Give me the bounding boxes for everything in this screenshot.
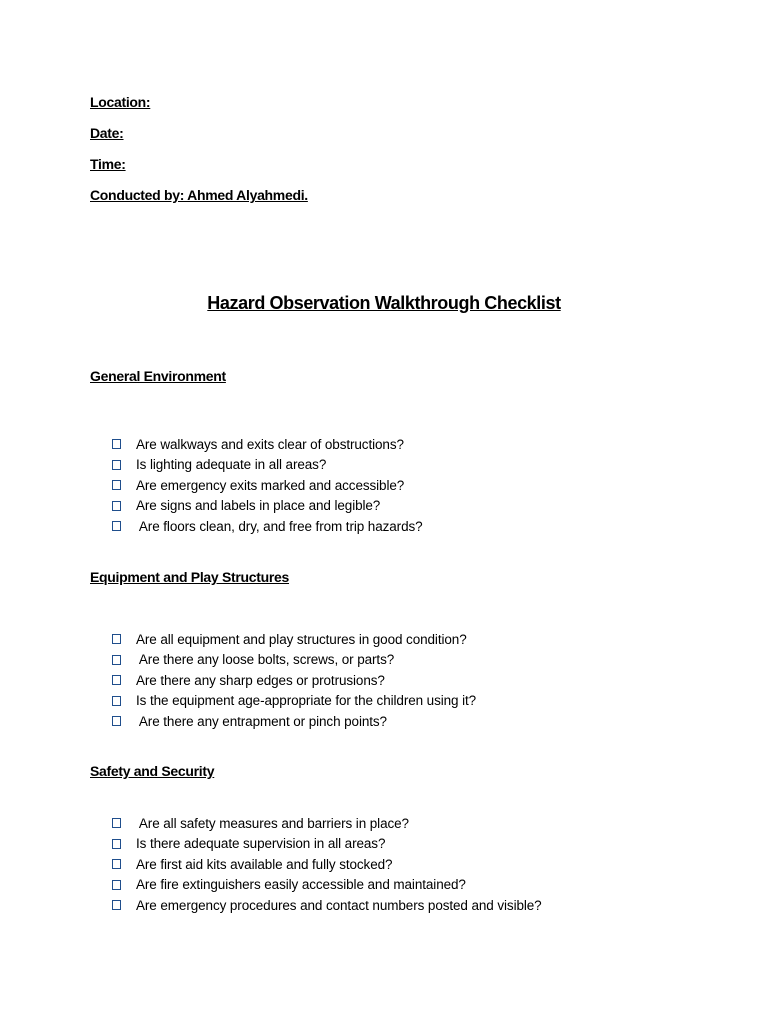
checklist-item-text: Are all safety measures and barriers in place? [136, 815, 409, 831]
checklist-item-text: Are walkways and exits clear of obstructions? [136, 436, 404, 452]
checklist-item-text: Are floors clean, dry, and free from trip hazards? [136, 518, 423, 534]
checklist-item [112, 875, 542, 896]
checklist-item [112, 711, 476, 732]
conducted-by: Conducted by: Ahmed Alyahmedi. [90, 187, 308, 203]
checklist-item-text: Is the equipment age-appropriate for the children using it? [136, 693, 477, 709]
checklist-item-text: Is there adequate supervision in all areas? [136, 836, 386, 852]
section-heading-safety: Safety and Security [90, 763, 215, 779]
date-label: Date: [90, 125, 124, 141]
checkbox-icon[interactable] [112, 839, 121, 849]
checklist-general-environment [112, 434, 423, 537]
checklist-item-text: Is lighting adequate in all areas? [136, 457, 327, 473]
time-label: Time: [90, 156, 126, 172]
checkbox-icon[interactable] [112, 501, 121, 511]
checklist-item [112, 895, 542, 916]
inspection-details [90, 93, 308, 217]
checklist-item-text: Are there any loose bolts, screws, or parts? [136, 652, 395, 668]
section-heading-equipment: Equipment and Play Structures [90, 569, 290, 585]
checklist-item [112, 434, 423, 455]
checkbox-icon[interactable] [112, 818, 121, 828]
checkbox-icon[interactable] [112, 655, 121, 665]
page-title: Hazard Observation Walkthrough Checklist [207, 293, 561, 313]
checklist-item [112, 834, 542, 855]
checklist-item-text: Are emergency exits marked and accessible? [136, 477, 405, 493]
checkbox-icon[interactable] [112, 480, 121, 490]
checklist-item-text: Are emergency procedures and contact numbers posted and visible? [136, 897, 542, 913]
checklist-safety [112, 813, 542, 916]
checklist-item [112, 475, 423, 496]
checkbox-icon[interactable] [112, 439, 121, 449]
checkbox-icon[interactable] [112, 880, 121, 890]
checklist-item-text: Are all equipment and play structures in good condition? [136, 631, 467, 647]
checkbox-icon[interactable] [112, 675, 121, 685]
checklist-equipment [112, 629, 476, 732]
checkbox-icon[interactable] [112, 696, 121, 706]
checklist-item [112, 691, 476, 712]
checklist-item [112, 455, 423, 476]
checkbox-icon[interactable] [112, 634, 121, 644]
checklist-item [112, 813, 542, 834]
checklist-item [112, 629, 476, 650]
checkbox-icon[interactable] [112, 460, 121, 470]
checklist-item-text: Are fire extinguishers easily accessible and maintained? [136, 877, 466, 893]
checklist-item [112, 670, 476, 691]
checkbox-icon[interactable] [112, 521, 121, 531]
checklist-item-text: Are first aid kits available and fully stocked? [136, 856, 393, 872]
checkbox-icon[interactable] [112, 900, 121, 910]
checklist-item-text: Are there any sharp edges or protrusions? [136, 672, 385, 688]
checkbox-icon[interactable] [112, 716, 121, 726]
checklist-item [112, 650, 476, 671]
checklist-item-text: Are there any entrapment or pinch points? [136, 713, 387, 729]
section-heading-general-environment: General Environment [90, 368, 226, 384]
checkbox-icon[interactable] [112, 859, 121, 869]
checklist-item-text: Are signs and labels in place and legible? [136, 498, 381, 514]
checklist-item [112, 496, 423, 517]
checklist-item [112, 854, 542, 875]
location-label: Location: [90, 94, 151, 110]
checklist-item [112, 516, 423, 537]
